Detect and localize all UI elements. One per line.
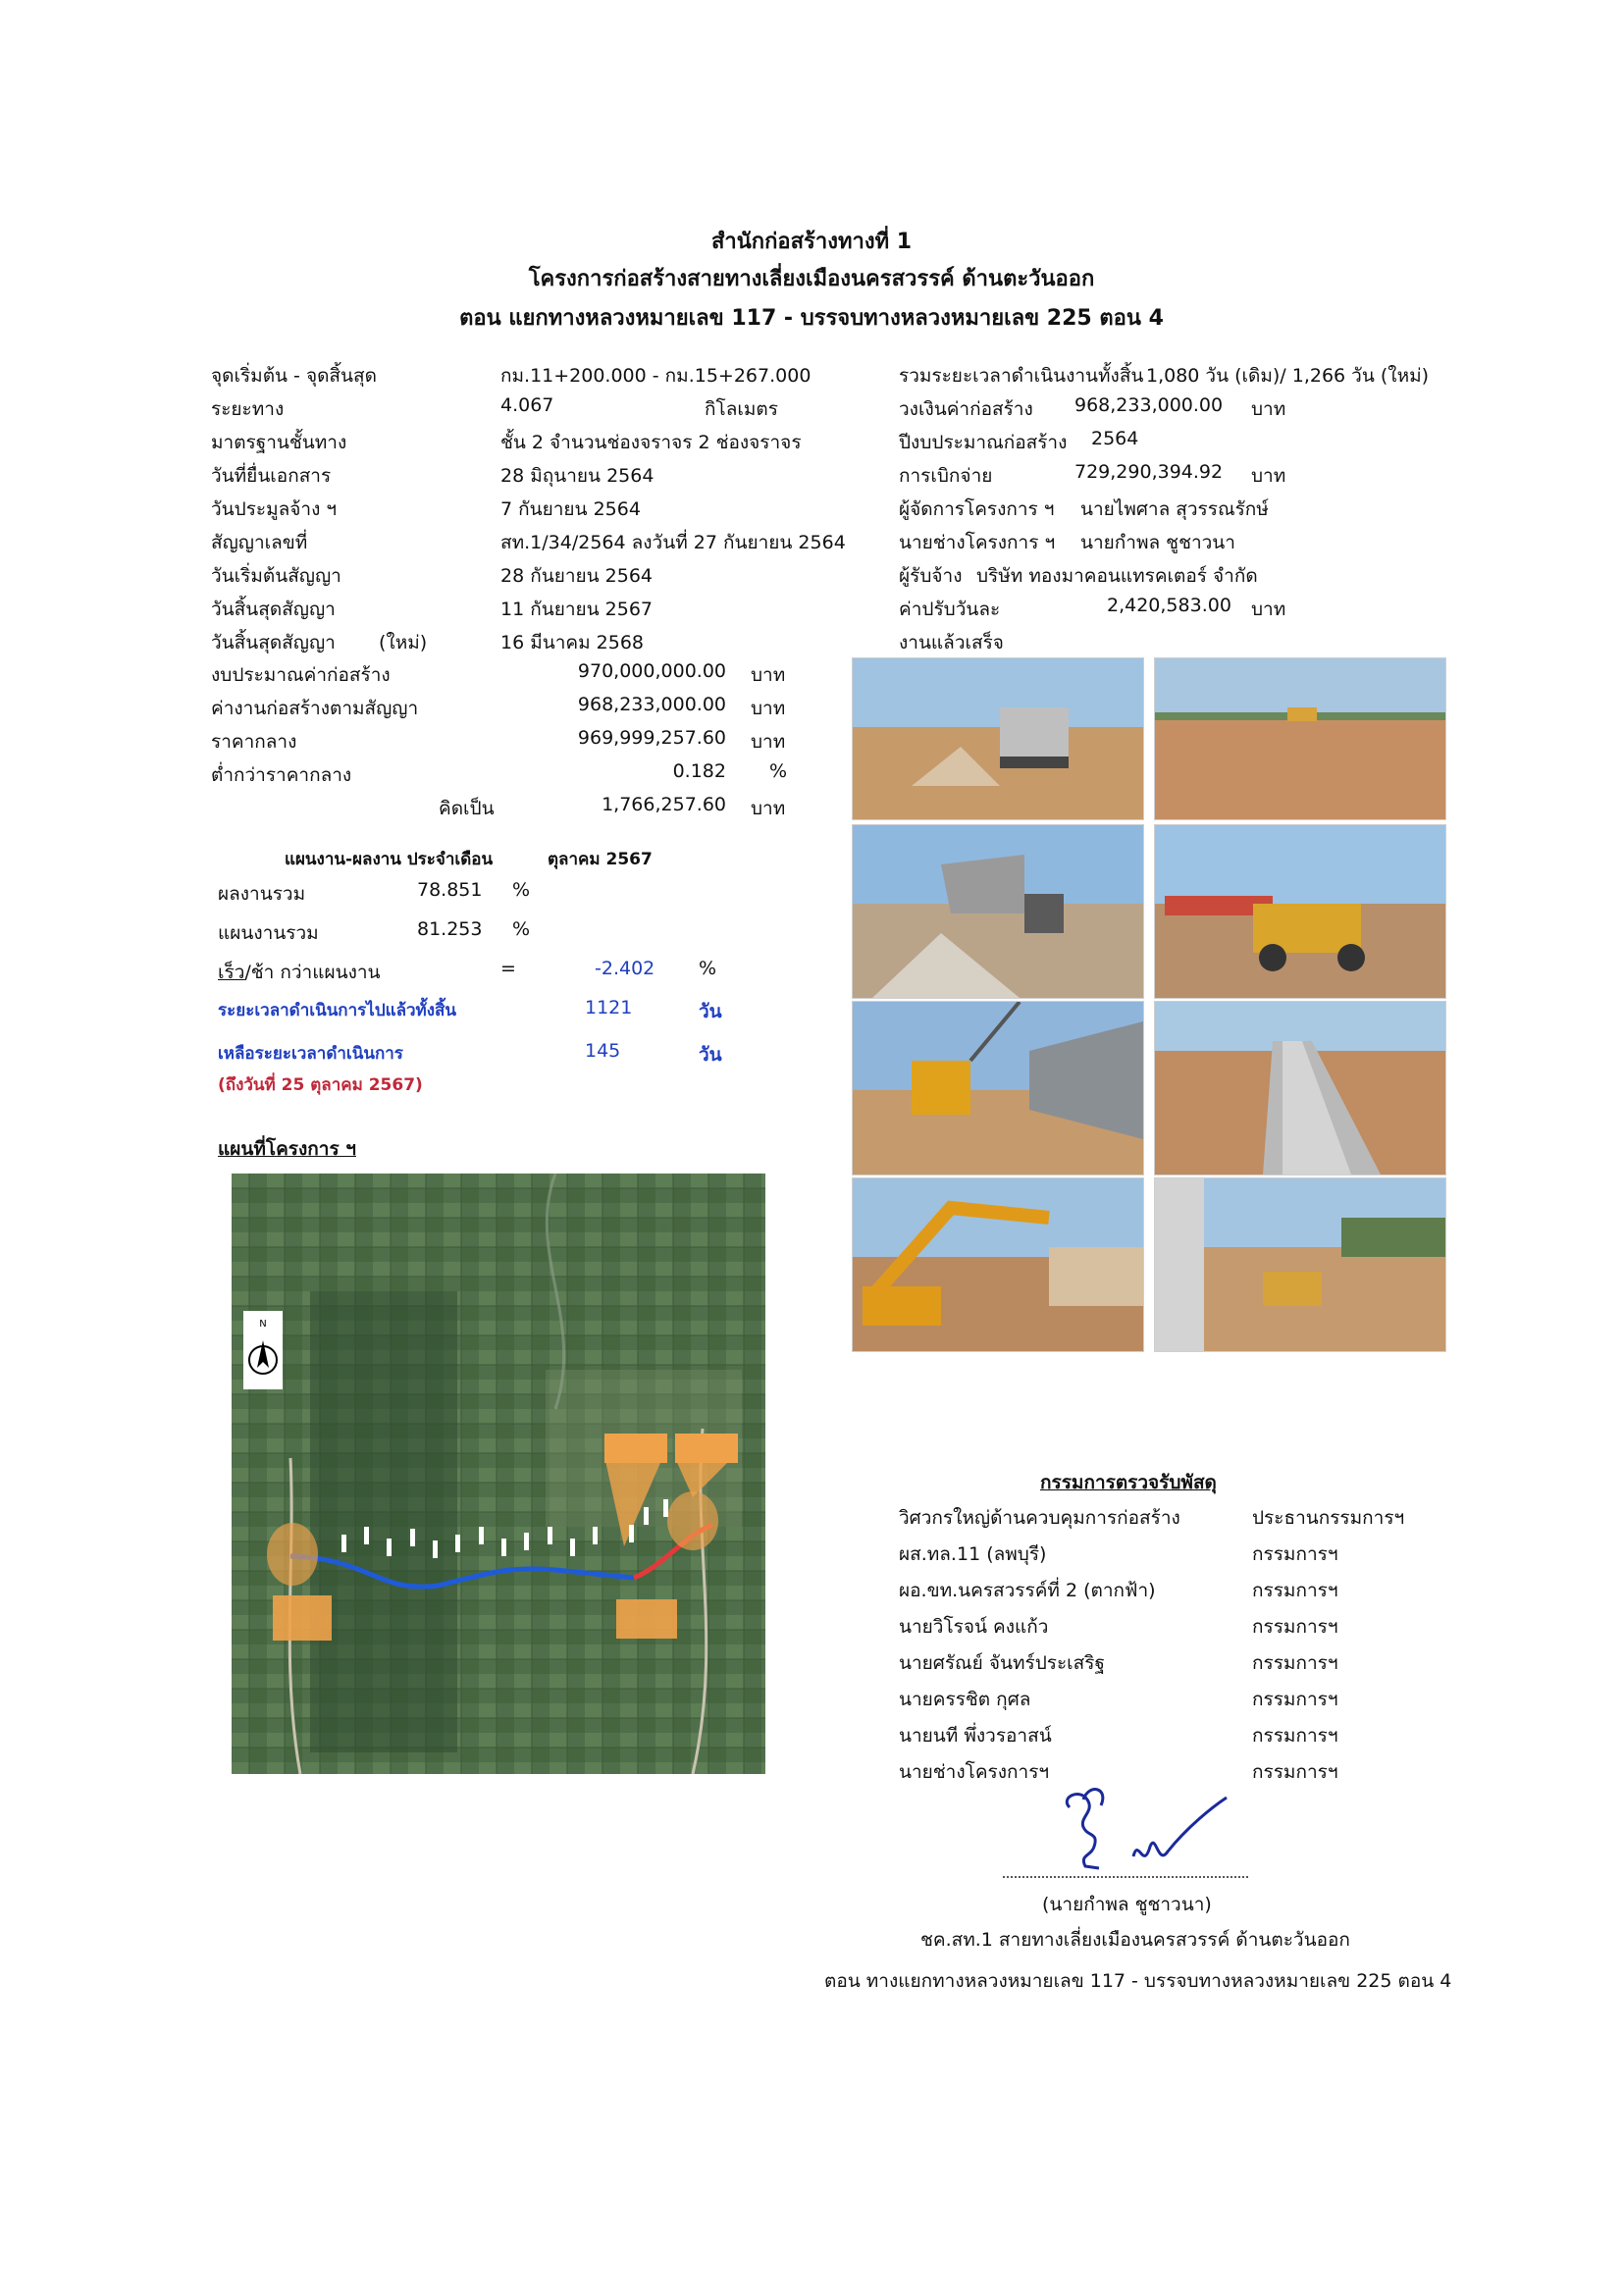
start-end-label: จุดเริ่มต้น - จุดสิ้นสุด: [211, 365, 377, 387]
committee-member-name: นายครรชิต กุศล: [899, 1689, 1031, 1710]
committee-member-name: นายนที พึ่งวรอาสน์: [899, 1725, 1052, 1747]
fine-value: 2,420,583.00: [1107, 595, 1231, 616]
disbursement-unit: บาท: [1251, 465, 1286, 487]
contract-end-value: 11 กันยายน 2567: [500, 599, 654, 620]
contract-start-label: วันเริ่มต้นสัญญา: [211, 565, 341, 587]
estimate-value: 970,000,000.00: [577, 660, 726, 682]
as-of-date: (ถึงวันที่ 25 ตุลาคม 2567): [218, 1075, 423, 1095]
elapsed-label: ระยะเวลาดำเนินการไปแล้วทั้งสิ้น: [218, 1001, 457, 1020]
committee-member-name: วิศวกรใหญ่ด้านควบคุมการก่อสร้าง: [899, 1507, 1180, 1529]
diff-value: -2.402: [595, 958, 655, 979]
progress-month: ตุลาคม 2567: [548, 850, 653, 869]
contractor-label: ผู้รับจ้าง: [899, 565, 963, 587]
plan-pct: %: [512, 918, 531, 940]
submit-date-label: วันที่ยื่นเอกสาร: [211, 465, 332, 487]
fine-unit: บาท: [1251, 599, 1286, 620]
header-line-2: โครงการก่อสร้างสายทางเลี่ยงเมืองนครสวรรค์ ด้านตะวันออก: [528, 267, 1095, 291]
contract-start-value: 28 กันยายน 2564: [500, 565, 654, 587]
committee-member-name: นายช่างโครงการฯ: [899, 1761, 1050, 1783]
submit-date-value: 28 มิถุนายน 2564: [500, 465, 654, 487]
committee-member-role: กรรมการฯ: [1252, 1689, 1338, 1710]
distance-unit: กิโลเมตร: [705, 398, 778, 420]
committee-member-role: กรรมการฯ: [1252, 1725, 1338, 1747]
site-photo-5: [852, 1001, 1144, 1175]
diff-equals: =: [500, 958, 516, 979]
distance-label: ระยะทาง: [211, 398, 285, 420]
manager-label: ผู้จัดการโครงการ ฯ: [899, 498, 1055, 520]
remain-label: เหลือระยะเวลาดำเนินการ: [218, 1044, 403, 1064]
standard-value: ชั้น 2 จำนวนช่องจราจร 2 ช่องจราจร: [500, 432, 802, 453]
contract-end-new-label: วันสิ้นสุดสัญญา: [211, 632, 336, 653]
contract-cost-unit: บาท: [751, 698, 786, 719]
site-photo-8: [1154, 1177, 1446, 1352]
committee-title: กรรมการตรวจรับพัสดุ: [1040, 1472, 1217, 1493]
site-photo-6: [1154, 1001, 1446, 1175]
elapsed-unit: วัน: [699, 1001, 722, 1022]
elapsed-value: 1121: [585, 997, 633, 1018]
contract-amount-label: วงเงินค่าก่อสร้าง: [899, 398, 1033, 420]
result-value: 78.851: [417, 879, 483, 901]
committee-member-name: นายศรัณย์ จันทร์ประเสริฐ: [899, 1652, 1105, 1674]
header-line-3: ตอน แยกทางหลวงหมายเลข 117 - บรรจบทางหลวงหมายเลข 225 ตอน 4: [459, 306, 1164, 331]
contract-end-label: วันสิ้นสุดสัญญา: [211, 599, 336, 620]
committee-member-name: ผส.ทล.11 (ลพบุรี): [899, 1543, 1047, 1565]
result-pct: %: [512, 879, 531, 901]
contract-no-label: สัญญาเลขที่: [211, 532, 308, 553]
median-price-label: ราคากลาง: [211, 731, 297, 753]
committee-member-role: ประธานกรรมการฯ: [1252, 1507, 1405, 1529]
committee-member-name: ผอ.ขท.นครสวรรค์ที่ 2 (ตากฟ้า): [899, 1580, 1156, 1601]
remain-unit: วัน: [699, 1044, 722, 1066]
standard-label: มาตรฐานชั้นทาง: [211, 432, 347, 453]
signer-position: ชค.สท.1 สายทางเลี่ยงเมืองนครสวรรค์ ด้านตะวันออก: [920, 1929, 1350, 1951]
plan-label: แผนงานรวม: [218, 922, 319, 944]
median-price-unit: บาท: [751, 731, 786, 753]
signature-graphic: [1040, 1778, 1236, 1886]
committee-member-name: นายวิโรจน์ คงแก้ว: [899, 1616, 1049, 1638]
start-end-value: กม.11+200.000 - กม.15+267.000: [500, 365, 812, 387]
engineer-label: นายช่างโครงการ ฯ: [899, 532, 1056, 553]
below-median-label: ต่ำกว่าราคากลาง: [211, 764, 352, 786]
contract-cost-value: 968,233,000.00: [577, 694, 726, 715]
diff-label: [218, 958, 381, 987]
signer-section: ตอน ทางแยกทางหลวงหมายเลข 117 - บรรจบทางหลวงหมายเลข 225 ตอน 4: [824, 1970, 1452, 1992]
svg-text:N: N: [259, 1319, 267, 1330]
fiscal-year-value: 2564: [1091, 428, 1139, 449]
contract-end-new-tag: (ใหม่): [379, 632, 428, 653]
signer-name: (นายกำพล ชูชาวนา): [1042, 1894, 1212, 1915]
contractor-value: บริษัท ทองมาคอนแทรคเตอร์ จำกัด: [976, 565, 1258, 587]
auction-date-value: 7 กันยายน 2564: [500, 498, 641, 520]
diff-label-rest: /ช้า กว่าแผนงาน: [244, 962, 381, 983]
diff-pct: %: [699, 958, 717, 979]
fiscal-year-label: ปีงบประมาณก่อสร้าง: [899, 432, 1068, 453]
progress-title: แผนงาน-ผลงาน ประจำเดือน: [285, 850, 494, 869]
equals-label: คิดเป็น: [439, 798, 495, 819]
disbursement-label: การเบิกจ่าย: [899, 465, 993, 487]
committee-member-role: กรรมการฯ: [1252, 1652, 1338, 1674]
duration-label: รวมระยะเวลาดำเนินงานทั้งสิ้น: [899, 365, 1144, 387]
map-title: แผนที่โครงการ ฯ: [218, 1138, 356, 1160]
contract-no-value: สท.1/34/2564 ลงวันที่ 27 กันยายน 2564: [500, 532, 846, 553]
contract-amount-unit: บาท: [1251, 398, 1286, 420]
completed-work-label: งานแล้วเสร็จ: [899, 632, 1004, 653]
fine-label: ค่าปรับวันละ: [899, 599, 1001, 620]
distance-value: 4.067: [500, 394, 554, 416]
result-label: ผลงานรวม: [218, 883, 306, 905]
below-median-percent: %: [769, 760, 788, 782]
remain-value: 145: [585, 1040, 621, 1062]
engineer-value: นายกำพล ชูชาวนา: [1080, 532, 1235, 553]
site-photo-4: [1154, 824, 1446, 999]
equals-unit: บาท: [751, 798, 786, 819]
estimate-unit: บาท: [751, 664, 786, 686]
site-photo-3: [852, 824, 1144, 999]
contract-end-new-value: 16 มีนาคม 2568: [500, 632, 645, 653]
north-arrow-icon: [243, 1311, 283, 1389]
contract-cost-label: ค่างานก่อสร้างตามสัญญา: [211, 698, 419, 719]
site-photo-1: [852, 657, 1144, 820]
site-photo-7: [852, 1177, 1144, 1352]
site-photo-2: [1154, 657, 1446, 820]
estimate-label: งบประมาณค่าก่อสร้าง: [211, 664, 391, 686]
below-median-value: 0.182: [672, 760, 726, 782]
auction-date-label: วันประมูลจ้าง ฯ: [211, 498, 338, 520]
committee-member-role: กรรมการฯ: [1252, 1761, 1338, 1783]
signature-line: [1003, 1876, 1248, 1878]
plan-value: 81.253: [417, 918, 483, 940]
committee-member-role: กรรมการฯ: [1252, 1616, 1338, 1638]
committee-member-role: กรรมการฯ: [1252, 1580, 1338, 1601]
duration-value: 1,080 วัน (เดิม)/ 1,266 วัน (ใหม่): [1146, 365, 1430, 387]
contract-amount-value: 968,233,000.00: [1074, 394, 1224, 416]
committee-member-role: กรรมการฯ: [1252, 1543, 1338, 1565]
diff-label-fast: เร็ว: [218, 962, 245, 983]
map-graphic: [232, 1174, 765, 1774]
project-map: [232, 1174, 765, 1774]
header-line-1: สำนักก่อสร้างทางที่ 1: [710, 230, 913, 254]
manager-value: นายไพศาล สุวรรณรักษ์: [1080, 498, 1269, 520]
disbursement-value: 729,290,394.92: [1074, 461, 1224, 483]
equals-value: 1,766,257.60: [602, 794, 726, 815]
median-price-value: 969,999,257.60: [577, 727, 726, 749]
